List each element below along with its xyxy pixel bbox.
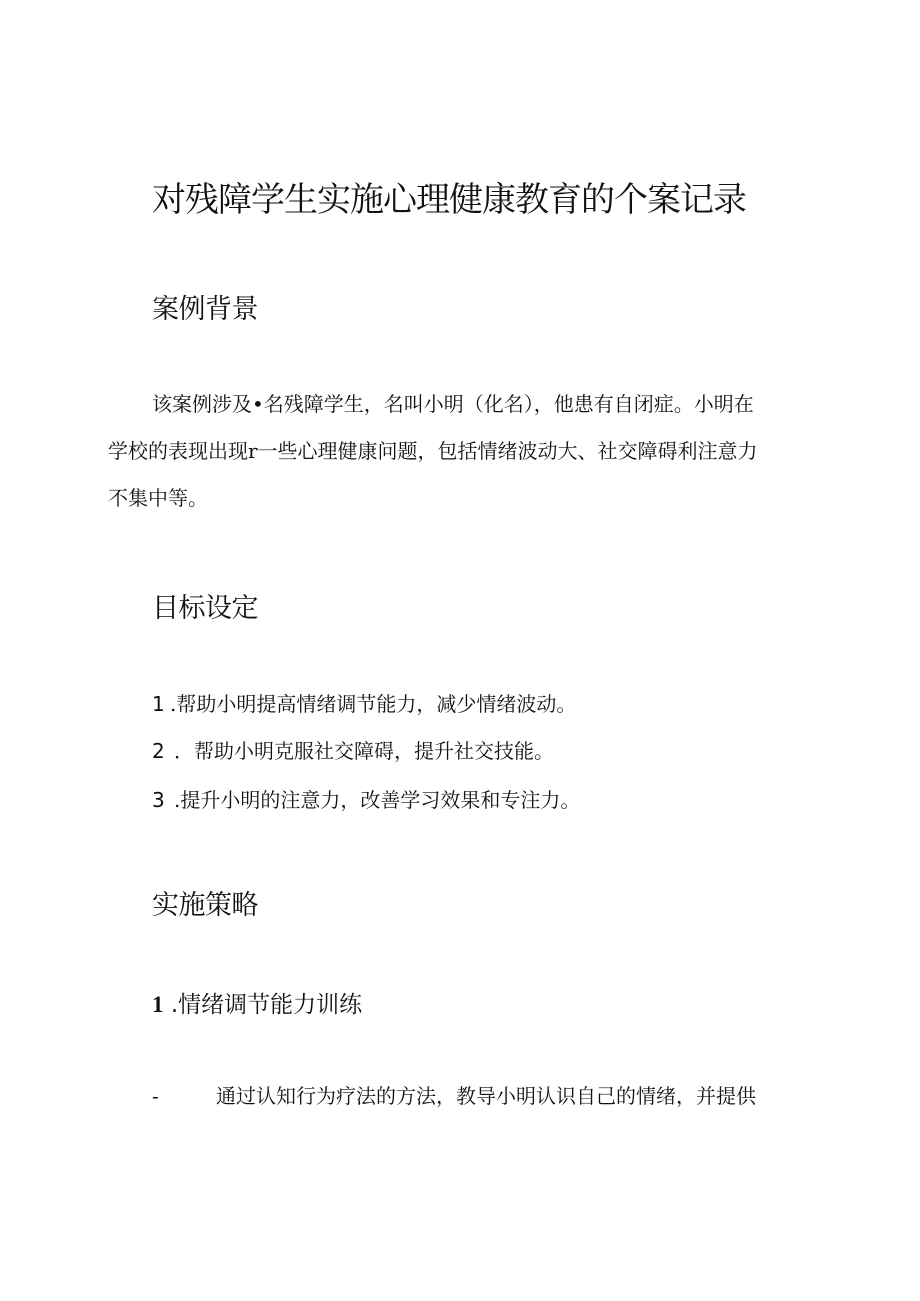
- goal-text: ．帮助小明克服社交障碍，提升社交技能。: [174, 739, 554, 763]
- paragraph-line: 该案例涉及•名残障学生，名叫小明（化名），他患有自闭症。小明在: [152, 392, 754, 416]
- goal-text: .帮助小明提高情绪调节能力，减少情绪波动。: [170, 692, 577, 716]
- strategy-subheading: [152, 988, 362, 1022]
- section-heading-goals: 目标设定: [152, 593, 258, 624]
- goal-item: [152, 689, 576, 719]
- paragraph-line: 不集中等。: [108, 486, 208, 510]
- goal-number: 2: [152, 739, 165, 763]
- goal-number: 1: [152, 692, 165, 716]
- subheading-number: 1: [152, 992, 164, 1017]
- goal-item: [152, 736, 554, 766]
- goal-item: [152, 785, 580, 815]
- section-heading-background: 案例背景: [152, 294, 258, 325]
- background-paragraph: [108, 381, 808, 522]
- goal-text: .提升小明的注意力，改善学习效果和专注力。: [174, 788, 581, 812]
- goal-number: 3: [152, 788, 165, 812]
- paragraph-line: 学校的表现出现r一些心理健康问题，包括情绪波动大、社交障碍利注意力: [108, 439, 758, 463]
- subheading-text: .情绪调节能力训练: [170, 992, 363, 1018]
- section-heading-strategy: 实施策略: [152, 890, 258, 921]
- strategy-bullet: [152, 1081, 756, 1111]
- bullet-text: 通过认知行为疗法的方法，教导小明认识自己的情绪，并提供: [216, 1084, 756, 1108]
- bullet-dash: -: [152, 1084, 159, 1108]
- document-title: 对残障学生实施心理健康教育的个案记录: [152, 180, 746, 220]
